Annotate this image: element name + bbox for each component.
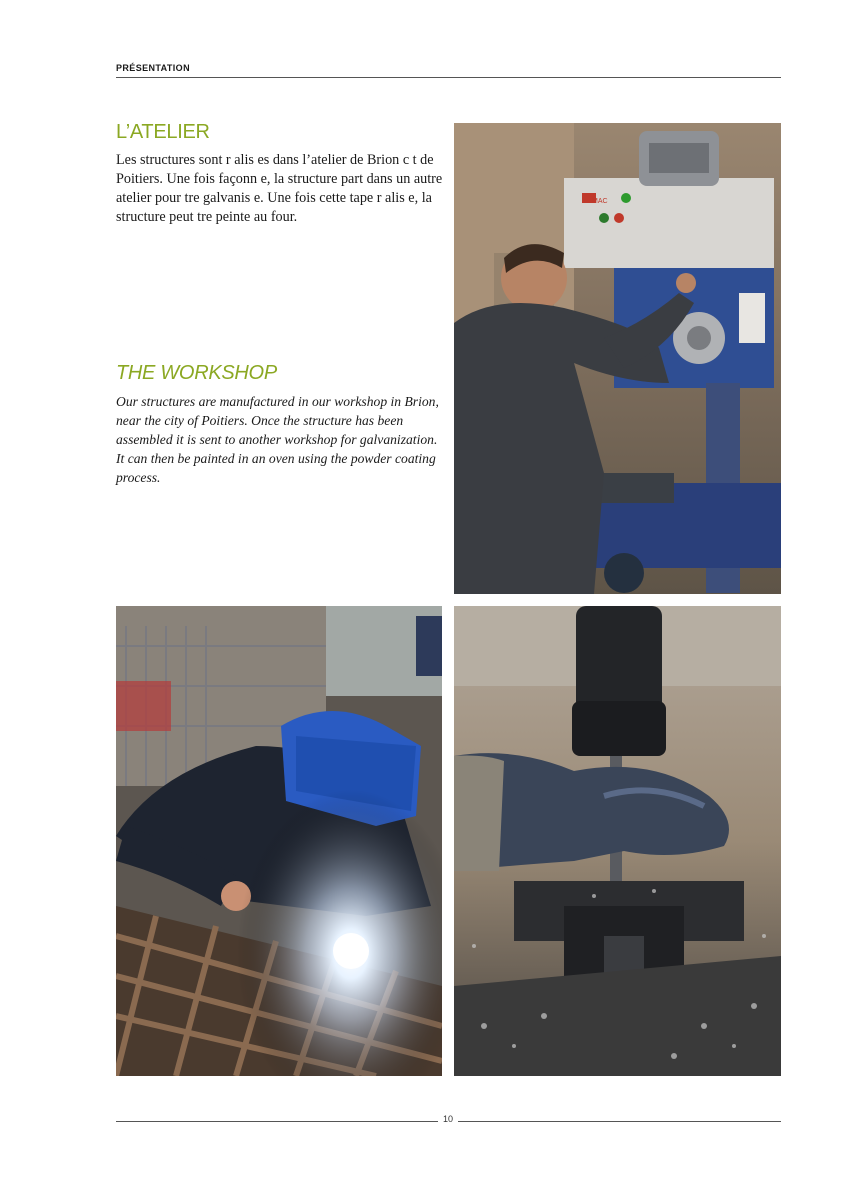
english-title: THE WORKSHOP: [116, 362, 277, 384]
english-body: Our structures are manufactured in our workshop in Brion, near the city of Poitiers. Once the structure has been assembled it is sent to another workshop for galvanization. It can then be painted in an oven using the powder coating process.: [116, 394, 439, 485]
french-title: L’ATELIER: [116, 121, 210, 143]
header-rule: [116, 77, 781, 78]
footer-rule-left: [116, 1121, 438, 1122]
photo-welder: [116, 606, 442, 1076]
photo-drill-closeup: [454, 606, 781, 1076]
drill-brand-label: MAC: [592, 198, 608, 205]
page-number: 10: [442, 1114, 453, 1124]
header-section-label: PRÉSENTATION: [116, 63, 190, 73]
french-body: Les structures sont r alis es dans l’atelier de Brion c t de Poitiers. Une fois façonn e, la structure part dans un autre atelier pour tre galvanis e. Une fois cette tape r alis e, la structure peut tre peinte au four.: [116, 152, 443, 225]
photo-drill-press-worker: [454, 123, 781, 594]
footer-rule-right: [458, 1121, 781, 1122]
